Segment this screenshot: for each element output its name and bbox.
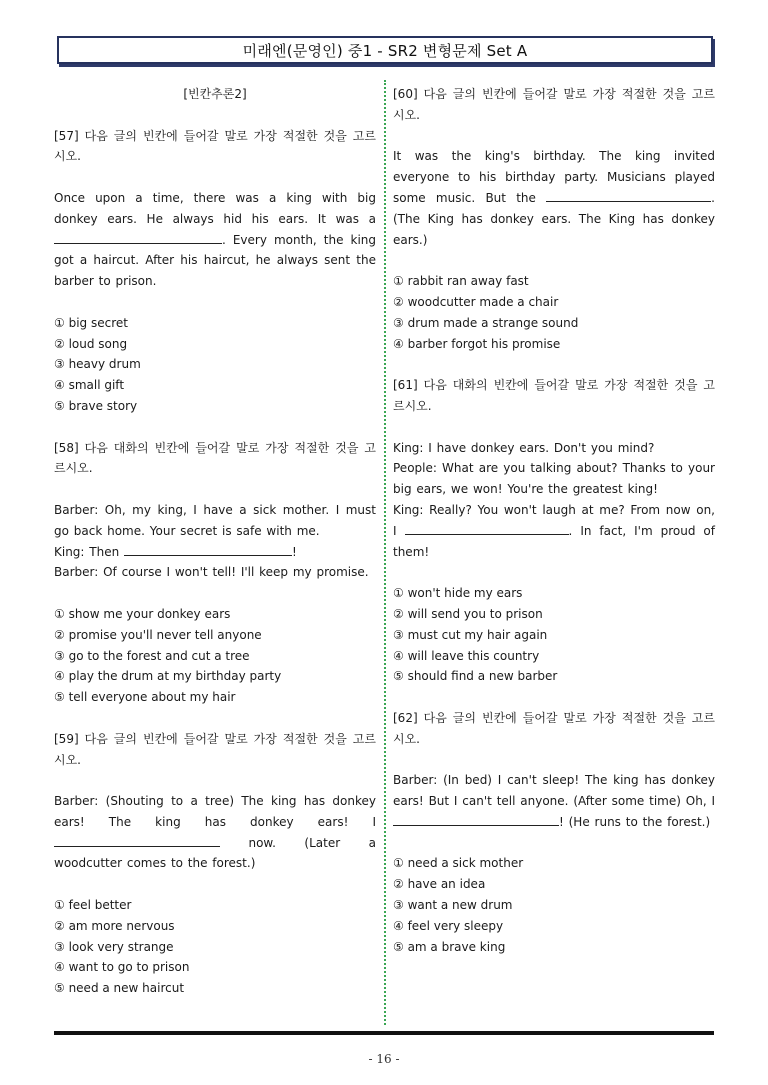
answer-option[interactable]: ② promise you'll never tell anyone: [54, 627, 262, 642]
answer-option[interactable]: ② loud song: [54, 336, 128, 351]
answer-blank: [546, 189, 711, 202]
question-58: [54, 438, 376, 708]
answer-option[interactable]: ③ want a new drum: [393, 898, 513, 913]
dialogue-line: Barber: Of course I won't tell! I'll keep my promise.: [54, 565, 369, 580]
answer-option[interactable]: ⑤ need a new haircut: [54, 981, 185, 996]
dialogue-line: King: Really? You won't laugh at me? From now on, I . In fact, I'm proud of them!: [393, 502, 715, 559]
answer-blank: [393, 813, 559, 826]
question-prompt: [59] 다음 글의 빈칸에 들어갈 말로 가장 적절한 것을 고르시오.: [54, 731, 376, 767]
section-label: [빈칸추론2]: [183, 87, 247, 101]
answer-option[interactable]: ④ barber forgot his promise: [393, 336, 561, 351]
question-prompt: [60] 다음 글의 빈칸에 들어갈 말로 가장 적절한 것을 고르시오.: [393, 87, 715, 122]
answer-option[interactable]: ① won't hide my ears: [393, 586, 523, 601]
dialogue-line: Barber: Oh, my king, I have a sick mother. I must go back home. Your secret is safe with me.: [54, 502, 376, 538]
answer-option[interactable]: ⑤ tell everyone about my hair: [54, 690, 236, 705]
question-62: [393, 708, 715, 958]
question-passage: It was the king's birthday. The king invited everyone to his birthday party. Musicians played some music. But the . (The King has donkey ears. The King has donkey ears.): [393, 149, 715, 247]
answer-option[interactable]: ④ play the drum at my birthday party: [54, 669, 282, 684]
footer-rule: [54, 1031, 714, 1035]
answer-option[interactable]: ④ want to go to prison: [54, 960, 190, 975]
right-column: [393, 84, 715, 957]
dialogue-line: King: Then !: [54, 544, 297, 559]
page-title: 미래엔(문영인) 중1 - SR2 변형문제 Set A: [242, 41, 528, 60]
dialogue-line: King: I have donkey ears. Don't you mind?: [393, 440, 655, 455]
answer-blank: [405, 522, 569, 535]
dialogue-line: People: What are you talking about? Thanks to your big ears, we won! You're the greatest king!: [393, 461, 715, 497]
answer-option[interactable]: ② have an idea: [393, 877, 486, 892]
answer-option[interactable]: ① need a sick mother: [393, 856, 524, 871]
page-header: [57, 36, 713, 64]
question-prompt: [58] 다음 대화의 빈칸에 들어갈 말로 가장 적절한 것을 고르시오.: [54, 440, 376, 476]
question-57: [54, 126, 376, 417]
question-61: [393, 375, 715, 687]
answer-option[interactable]: ① feel better: [54, 898, 132, 913]
answer-blank: [124, 543, 292, 556]
question-prompt: [57] 다음 글의 빈칸에 들어갈 말로 가장 적절한 것을 고르시오.: [54, 128, 376, 164]
question-60: [393, 84, 715, 354]
column-divider: [384, 80, 386, 1025]
left-column: [54, 84, 376, 999]
question-59: [54, 729, 376, 999]
answer-blank: [54, 834, 220, 847]
answer-option[interactable]: ⑤ should find a new barber: [393, 669, 558, 684]
answer-option[interactable]: ④ small gift: [54, 378, 125, 393]
question-passage: Once upon a time, there was a king with big donkey ears. He always hid his ears. It was a . Every month, the king got a haircut. After his haircut, he always sent the barber to prison.: [54, 190, 376, 289]
answer-option[interactable]: ① show me your donkey ears: [54, 606, 231, 621]
answer-option[interactable]: ③ look very strange: [54, 939, 174, 954]
answer-blank: [54, 231, 222, 244]
answer-option[interactable]: ③ heavy drum: [54, 357, 141, 372]
answer-option[interactable]: ① rabbit ran away fast: [393, 274, 529, 289]
answer-option[interactable]: ① big secret: [54, 315, 128, 330]
answer-option[interactable]: ⑤ am a brave king: [393, 939, 506, 954]
answer-option[interactable]: ③ go to the forest and cut a tree: [54, 648, 250, 663]
answer-option[interactable]: ② am more nervous: [54, 918, 175, 933]
answer-option[interactable]: ② woodcutter made a chair: [393, 294, 559, 309]
answer-option[interactable]: ③ drum made a strange sound: [393, 315, 579, 330]
answer-option[interactable]: ③ must cut my hair again: [393, 627, 548, 642]
answer-option[interactable]: ④ feel very sleepy: [393, 918, 504, 933]
answer-option[interactable]: ④ will leave this country: [393, 648, 540, 663]
answer-option[interactable]: ② will send you to prison: [393, 606, 543, 621]
question-passage: Barber: (In bed) I can't sleep! The king has donkey ears! But I can't tell anyone. (After some time) Oh, I ! (He runs to the forest.): [393, 773, 715, 829]
page-number: - 16 -: [368, 1052, 400, 1066]
question-passage: Barber: (Shouting to a tree) The king has donkey ears! The king has donkey ears! I now. (Later a woodcutter comes to the forest.): [54, 794, 376, 871]
question-prompt: [62] 다음 글의 빈칸에 들어갈 말로 가장 적절한 것을 고르시오.: [393, 710, 715, 746]
answer-option[interactable]: ⑤ brave story: [54, 398, 138, 413]
question-prompt: [61] 다음 대화의 빈칸에 들어갈 말로 가장 적절한 것을 고르시오.: [393, 378, 715, 413]
